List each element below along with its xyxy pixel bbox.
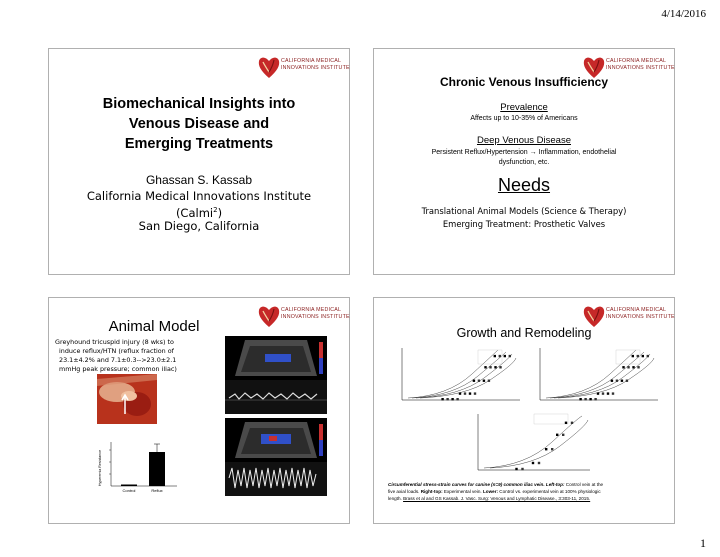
needs-line: Emerging Treatment: Prosthetic Valves: [442, 219, 606, 229]
data-point-marker: [459, 392, 461, 394]
data-point-marker: [611, 380, 613, 382]
slide-4-title: Growth and Remodeling: [456, 326, 592, 340]
text-line: Greyhound tricuspid injury (8 wks) to: [55, 338, 174, 346]
data-point-marker: [483, 380, 485, 382]
logo-line1: CALIFORNIA MEDICAL: [606, 58, 667, 64]
caption-text: five axial loads.: [388, 489, 421, 494]
data-point-marker: [509, 355, 511, 357]
data-point-marker: [474, 392, 476, 394]
logo-line1: CALIFORNIA MEDICAL: [606, 307, 667, 313]
data-point-marker: [632, 366, 634, 368]
data-point-marker: [464, 392, 466, 394]
data-point-marker: [494, 355, 496, 357]
data-point-marker: [571, 422, 573, 424]
animal-model-text: [55, 338, 205, 374]
hyperemia-bar-chart: [97, 438, 181, 496]
bar-chart-ylabel: Hyperemia Resistance: [98, 449, 102, 487]
data-point-marker: [499, 355, 501, 357]
caption-reference: Brass et al and GS Kassab. J. Vasc. Surg: Venous and Lymphatic Disease., 3:303-11, 2015.: [403, 496, 591, 501]
title-line: Venous Disease and: [128, 116, 270, 132]
slide-2: [373, 48, 675, 275]
data-point-marker: [597, 392, 599, 394]
caption-text: Experimental vein.: [442, 489, 483, 494]
slide-1-title: [49, 94, 349, 154]
bar-control: [121, 485, 137, 487]
dvd-heading: Deep Venous Disease: [476, 135, 571, 146]
slide-3-title: Animal Model: [108, 318, 200, 335]
logo-line2: INNOVATIONS INSTITUTE: [606, 314, 675, 320]
data-point-marker: [565, 422, 567, 424]
data-point-marker: [584, 398, 586, 400]
data-point-marker: [532, 462, 534, 464]
bar-reflux: [149, 452, 165, 486]
caption-bold: Right-top:: [420, 489, 443, 494]
data-point-marker: [616, 380, 618, 382]
data-point-marker: [602, 392, 604, 394]
data-point-marker: [494, 366, 496, 368]
needs-heading: Needs: [497, 175, 551, 195]
dvd-text: [374, 148, 674, 167]
data-point-marker: [647, 355, 649, 357]
data-point-marker: [521, 468, 523, 470]
data-point-marker: [504, 355, 506, 357]
caption-text: Control vein at the: [564, 482, 604, 487]
data-point-marker: [637, 355, 639, 357]
affiliation-text: (Calmi: [175, 205, 214, 220]
data-point-marker: [489, 366, 491, 368]
ultrasound-image-bottom: [225, 418, 327, 496]
dvd-line: dysfunction, etc.: [498, 158, 550, 166]
data-point-marker: [594, 398, 596, 400]
stress-strain-plot-lower: [464, 410, 594, 478]
needs-text: [374, 205, 674, 231]
logo-line1: CALIFORNIA MEDICAL: [281, 307, 342, 313]
title-line: Emerging Treatments: [124, 136, 274, 152]
author-name: Ghassan S. Kassab: [145, 173, 253, 187]
text-line: induce reflux/HTN (reflux fraction of: [59, 347, 174, 355]
logo-line2: INNOVATIONS INSTITUTE: [281, 65, 350, 71]
caption-bold: Lower:: [482, 489, 499, 494]
data-point-marker: [499, 366, 501, 368]
data-point-marker: [456, 398, 458, 400]
data-point-marker: [621, 380, 623, 382]
text-line: mmHg peak pressure; common iliac): [59, 365, 177, 373]
data-point-marker: [478, 380, 480, 382]
data-point-marker: [556, 434, 558, 436]
bar-label-reflux: Reflux: [151, 488, 163, 493]
data-point-marker: [441, 398, 443, 400]
data-point-marker: [642, 355, 644, 357]
data-point-marker: [632, 355, 634, 357]
ultrasound-image-top: [225, 336, 327, 414]
data-point-marker: [627, 366, 629, 368]
prevalence-text: Affects up to 10-35% of Americans: [470, 115, 578, 122]
data-point-marker: [607, 392, 609, 394]
heart-logo-icon: [257, 54, 281, 80]
data-point-marker: [446, 398, 448, 400]
data-point-marker: [451, 398, 453, 400]
slide-1: [48, 48, 350, 275]
affiliation-sup: 2: [213, 205, 218, 214]
data-point-marker: [579, 398, 581, 400]
affiliation-line: [49, 204, 349, 220]
surgical-photo: [97, 374, 157, 424]
heart-logo-icon: [257, 303, 281, 329]
figure-caption: [388, 481, 660, 502]
page-date: 4/14/2016: [661, 8, 706, 20]
data-point-marker: [545, 448, 547, 450]
stress-strain-plot-left: [388, 344, 524, 408]
affiliation-line: San Diego, California: [138, 218, 260, 233]
data-point-marker: [515, 468, 517, 470]
stress-strain-plot-right: [526, 344, 662, 408]
slide-4: [373, 297, 675, 524]
logo-line1: CALIFORNIA MEDICAL: [281, 58, 342, 64]
calmi-logo: [257, 54, 350, 80]
prevalence-heading: Prevalence: [500, 102, 548, 113]
page-number: 1: [700, 536, 706, 550]
data-point-marker: [473, 380, 475, 382]
data-point-marker: [484, 366, 486, 368]
bar-label-control: Control: [122, 488, 136, 493]
logo-line2: INNOVATIONS INSTITUTE: [281, 314, 350, 320]
dvd-line: Persistent Reflux/Hypertension → Inflammation, endothelial: [431, 149, 617, 156]
slide-3: [48, 297, 350, 524]
data-point-marker: [612, 392, 614, 394]
title-line: Biomechanical Insights into: [102, 96, 296, 112]
calmi-logo: [257, 303, 350, 329]
data-point-marker: [551, 448, 553, 450]
affiliation-text: ): [217, 205, 223, 220]
data-point-marker: [589, 398, 591, 400]
affiliation-line: California Medical Innovations Institute: [86, 189, 312, 203]
needs-line: Translational Animal Models (Science & Therapy): [421, 206, 627, 216]
data-point-marker: [637, 366, 639, 368]
caption-bold: Circumferential stress-strain curves for canine (n=9) common iliac vein. Left-top:: [388, 482, 565, 487]
data-point-marker: [469, 392, 471, 394]
text-line: 23.1±4.2% and 7.1±0.3-->23.0±2.1: [59, 356, 177, 364]
slide-2-title: Chronic Venous Insufficiency: [439, 75, 609, 89]
caption-text: length.: [388, 496, 404, 501]
author-affiliation: [49, 190, 349, 233]
data-point-marker: [488, 380, 490, 382]
logo-line2: INNOVATIONS INSTITUTE: [606, 65, 675, 71]
data-point-marker: [626, 380, 628, 382]
data-point-marker: [622, 366, 624, 368]
data-point-marker: [562, 434, 564, 436]
caption-text: Control vs. experimental vein at 100% physiologic: [498, 489, 601, 494]
data-point-marker: [538, 462, 540, 464]
